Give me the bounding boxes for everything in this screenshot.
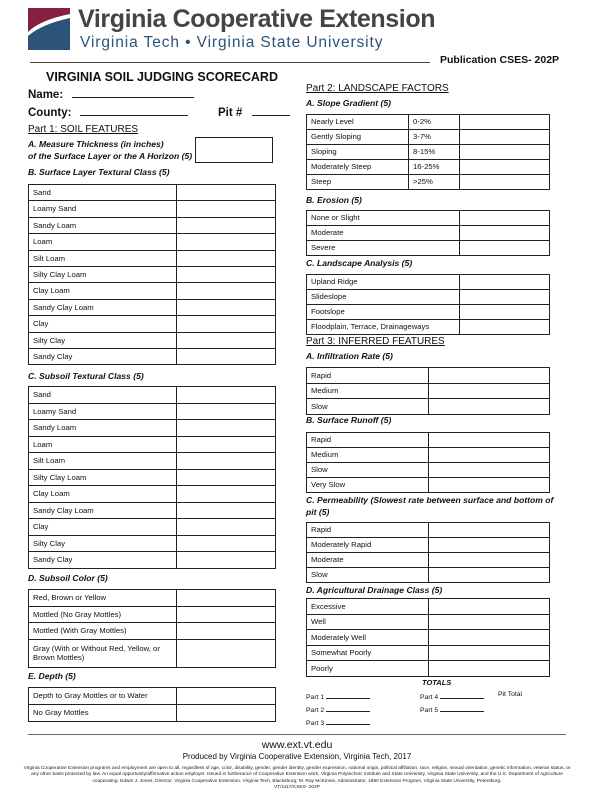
part2-a-heading: A. Slope Gradient (5)	[306, 98, 391, 108]
answer-cell[interactable]	[177, 436, 276, 453]
depth-table	[28, 687, 276, 722]
answer-cell[interactable]	[177, 623, 276, 640]
answer-cell[interactable]	[460, 175, 550, 190]
option-label: Clay Loam	[29, 486, 177, 503]
table-row	[307, 478, 550, 493]
option-label: Sandy Loam	[29, 217, 177, 233]
option-label: Upland Ridge	[307, 275, 460, 290]
option-label: Loam	[29, 436, 177, 453]
totals-heading: TOTALS	[422, 678, 452, 687]
option-label: Poorly	[307, 661, 429, 677]
table-row	[307, 523, 550, 538]
answer-cell[interactable]	[460, 226, 550, 241]
table-row	[29, 436, 276, 453]
table-row	[307, 115, 550, 130]
option-label: Slow	[307, 399, 429, 415]
option-label: Sandy Clay	[29, 552, 177, 569]
answer-cell[interactable]	[177, 332, 276, 348]
slope-range-label: 8-15%	[409, 145, 460, 160]
answer-cell[interactable]	[177, 606, 276, 623]
table-row	[29, 234, 276, 250]
answer-cell[interactable]	[177, 316, 276, 332]
answer-cell[interactable]	[460, 305, 550, 320]
table-row	[307, 226, 550, 241]
answer-cell[interactable]	[429, 523, 550, 538]
answer-cell[interactable]	[460, 211, 550, 226]
table-row	[307, 305, 550, 320]
option-label: Gray (With or Without Red, Yellow, or Brown Mottles)	[29, 639, 177, 667]
erosion-table	[306, 210, 550, 256]
answer-cell[interactable]	[177, 469, 276, 486]
table-row	[29, 705, 276, 722]
option-label: Somewhat Poorly	[307, 645, 429, 661]
option-label: Well	[307, 614, 429, 630]
option-label: Severe	[307, 241, 460, 256]
infiltration-rate-table	[306, 367, 550, 415]
produced-by: Produced by Virginia Cooperative Extension, Virginia Tech, 2017	[182, 752, 412, 761]
answer-cell[interactable]	[177, 535, 276, 552]
table-row	[29, 639, 276, 667]
answer-cell[interactable]	[177, 348, 276, 364]
table-row	[307, 433, 550, 448]
answer-cell[interactable]	[177, 250, 276, 266]
table-row	[29, 250, 276, 266]
subsoil-color-table	[28, 589, 276, 668]
table-row	[29, 519, 276, 536]
option-label: Rapid	[307, 368, 429, 384]
option-label: Mottled (No Gray Mottles)	[29, 606, 177, 623]
answer-cell[interactable]	[460, 320, 550, 335]
table-row	[307, 130, 550, 145]
answer-cell[interactable]	[177, 519, 276, 536]
part3-a-heading: A. Infiltration Rate (5)	[306, 351, 393, 361]
answer-cell[interactable]	[429, 553, 550, 568]
option-label: Sandy Clay	[29, 348, 177, 364]
pit-input-line[interactable]	[252, 104, 290, 116]
option-label: Medium	[307, 383, 429, 399]
option-label: Very Slow	[307, 478, 429, 493]
answer-cell[interactable]	[429, 383, 550, 399]
option-label: Excessive	[307, 599, 429, 615]
option-label: None or Slight	[307, 211, 460, 226]
part3-heading: Part 3: INFERRED FEATURES	[306, 336, 445, 347]
part2-b-heading: B. Erosion (5)	[306, 195, 362, 205]
table-row	[307, 568, 550, 583]
table-row	[307, 630, 550, 646]
universities-line: Virginia Tech • Virginia State University	[80, 34, 384, 51]
answer-cell[interactable]	[429, 614, 550, 630]
part3-d-heading: D. Agricultural Drainage Class (5)	[306, 585, 443, 595]
answer-cell[interactable]	[429, 599, 550, 615]
answer-cell[interactable]	[177, 688, 276, 705]
header-rule	[30, 62, 430, 63]
total-part2-line[interactable]	[326, 704, 370, 712]
table-row	[307, 661, 550, 677]
table-row	[307, 145, 550, 160]
answer-cell[interactable]	[460, 290, 550, 305]
publication-number: Publication CSES- 202P	[440, 54, 560, 66]
option-label: Sand	[29, 185, 177, 201]
answer-cell[interactable]	[177, 299, 276, 315]
answer-cell[interactable]	[429, 538, 550, 553]
table-row	[29, 469, 276, 486]
table-row	[307, 320, 550, 335]
permeability-table	[306, 522, 550, 583]
option-label: Silty Clay	[29, 332, 177, 348]
answer-cell[interactable]	[460, 241, 550, 256]
total-part4-line[interactable]	[440, 691, 484, 699]
option-label: Slow	[307, 568, 429, 583]
answer-cell[interactable]	[429, 568, 550, 583]
answer-cell[interactable]	[460, 130, 550, 145]
table-row	[307, 275, 550, 290]
option-label: Moderately Rapid	[307, 538, 429, 553]
table-row	[29, 552, 276, 569]
answer-cell[interactable]	[177, 420, 276, 437]
total-part5: Part 5	[420, 704, 484, 714]
option-label: Slideslope	[307, 290, 460, 305]
table-row	[29, 299, 276, 315]
part1-d-heading: D. Subsoil Color (5)	[28, 573, 108, 583]
part1-a-heading-line2: of the Surface Layer or the A Horizon (5)	[28, 151, 193, 161]
slope-range-label: 0-2%	[409, 115, 460, 130]
answer-cell[interactable]	[460, 115, 550, 130]
table-row	[29, 332, 276, 348]
table-row	[29, 688, 276, 705]
part1-e-heading: E. Depth (5)	[28, 671, 76, 681]
slope-class-label: Moderately Steep	[307, 160, 409, 175]
county-input-line[interactable]	[80, 104, 188, 116]
name-field	[28, 86, 194, 101]
landscape-analysis-table	[306, 274, 550, 335]
option-label: Sand	[29, 387, 177, 404]
option-label: Clay	[29, 316, 177, 332]
total-part1-line[interactable]	[326, 691, 370, 699]
answer-cell[interactable]	[177, 486, 276, 503]
answer-cell[interactable]	[177, 453, 276, 470]
table-row	[307, 463, 550, 478]
option-label: Moderate	[307, 553, 429, 568]
answer-cell[interactable]	[177, 639, 276, 667]
option-label: No Gray Mottles	[29, 705, 177, 722]
table-row	[307, 160, 550, 175]
part3-c-heading-line2: pit (5)	[306, 507, 330, 517]
table-row	[29, 403, 276, 420]
table-row	[29, 606, 276, 623]
answer-cell[interactable]	[177, 403, 276, 420]
table-row	[29, 217, 276, 233]
table-row	[29, 316, 276, 332]
slope-range-label: 3-7%	[409, 130, 460, 145]
table-row	[307, 368, 550, 384]
slope-range-label: >25%	[409, 175, 460, 190]
option-label: Rapid	[307, 433, 429, 448]
answer-cell[interactable]	[177, 502, 276, 519]
table-row	[29, 420, 276, 437]
answer-cell[interactable]	[177, 201, 276, 217]
table-row	[29, 185, 276, 201]
pit-total-label: Pit Total	[498, 691, 523, 698]
slope-class-label: Gently Sloping	[307, 130, 409, 145]
option-label: Clay Loam	[29, 283, 177, 299]
answer-cell[interactable]	[177, 387, 276, 404]
answer-cell[interactable]	[460, 275, 550, 290]
answer-cell[interactable]	[177, 552, 276, 569]
part3-b-heading: B. Surface Runoff (5)	[306, 415, 392, 425]
part1-c-heading: C. Subsoil Textural Class (5)	[28, 371, 144, 381]
answer-cell[interactable]	[460, 160, 550, 175]
organization-name: Virginia Cooperative Extension	[78, 5, 436, 33]
disclaimer	[20, 766, 574, 792]
option-label: Sandy Clay Loam	[29, 299, 177, 315]
table-row	[29, 535, 276, 552]
option-label: Moderately Well	[307, 630, 429, 646]
answer-cell[interactable]	[429, 661, 550, 677]
option-label: Floodplain, Terrace, Drainageways	[307, 320, 460, 335]
answer-cell[interactable]	[177, 266, 276, 282]
answer-cell[interactable]	[429, 448, 550, 463]
thickness-answer-box[interactable]	[195, 137, 273, 163]
table-row	[307, 175, 550, 190]
table-row	[307, 290, 550, 305]
answer-cell[interactable]	[177, 590, 276, 607]
table-row	[29, 266, 276, 282]
name-label: Name:	[28, 89, 64, 101]
table-row	[29, 590, 276, 607]
total-part4: Part 4	[420, 691, 484, 701]
option-label: Loamy Sand	[29, 403, 177, 420]
part2-heading: Part 2: LANDSCAPE FACTORS	[306, 83, 449, 94]
option-label: Silty Clay Loam	[29, 469, 177, 486]
answer-cell[interactable]	[429, 368, 550, 384]
total-part5-line[interactable]	[440, 704, 484, 712]
table-row	[29, 453, 276, 470]
county-label: County:	[28, 107, 72, 119]
table-row	[307, 614, 550, 630]
table-row	[307, 645, 550, 661]
part1-heading: Part 1: SOIL FEATURES	[28, 124, 139, 135]
option-label: Footslope	[307, 305, 460, 320]
name-input-line[interactable]	[72, 86, 194, 98]
vce-logo-mark	[28, 8, 70, 50]
vce-logo	[28, 8, 70, 50]
answer-cell[interactable]	[177, 185, 276, 201]
table-row	[29, 348, 276, 364]
part2-c-heading: C. Landscape Analysis (5)	[306, 258, 413, 268]
answer-cell[interactable]	[429, 433, 550, 448]
surface-texture-table	[28, 184, 276, 365]
slope-gradient-table	[306, 114, 550, 190]
option-label: Depth to Gray Mottles or to Water	[29, 688, 177, 705]
website-link[interactable]: www.ext.vt.edu	[261, 739, 333, 751]
option-label: Silt Loam	[29, 250, 177, 266]
option-label: Medium	[307, 448, 429, 463]
pit-label: Pit #	[218, 107, 243, 119]
pit-field	[218, 104, 290, 119]
answer-cell[interactable]	[429, 463, 550, 478]
footer-rule	[28, 734, 566, 735]
table-row	[307, 241, 550, 256]
slope-class-label: Sloping	[307, 145, 409, 160]
disclaimer-text: Virginia Cooperative Extension programs and employment are open to all, regardless of age, color, disability, gender, gender identity, gender expression, national origin, political affiliation, race, religion, sexual orientation, genetic information, veteran status, or any other basis protected by law. An equal opportunity/affirmative action employer. Issued in furtherance of Cooperative Extension work, Virginia Polytechnic Institute and State University, Virginia State University, and the U.S. Department of Agriculture cooperating. Edwin J. Jones, Director, Virginia Cooperative Extension, Virginia Tech, Blacksburg; M. Ray McKinnie, Administrator, 1890 Extension Program, Virginia State University, Petersburg.	[23, 766, 571, 784]
answer-cell[interactable]	[177, 283, 276, 299]
part3-c-heading-line1: C. Permeability (Slowest rate between surface and bottom of	[306, 495, 554, 505]
subsoil-texture-table	[28, 386, 276, 569]
option-label: Sandy Loam	[29, 420, 177, 437]
answer-cell[interactable]	[177, 217, 276, 233]
total-part2: Part 2	[306, 704, 370, 714]
answer-cell[interactable]	[429, 645, 550, 661]
answer-cell[interactable]	[177, 705, 276, 722]
option-label: Slow	[307, 463, 429, 478]
option-label: Silt Loam	[29, 453, 177, 470]
slope-class-label: Nearly Level	[307, 115, 409, 130]
table-row	[307, 448, 550, 463]
option-label: Sandy Clay Loam	[29, 502, 177, 519]
option-label: Red, Brown or Yellow	[29, 590, 177, 607]
option-label: Loamy Sand	[29, 201, 177, 217]
table-row	[29, 283, 276, 299]
slope-range-label: 16-25%	[409, 160, 460, 175]
option-label: Silty Clay	[29, 535, 177, 552]
answer-cell[interactable]	[429, 399, 550, 415]
slope-class-label: Steep	[307, 175, 409, 190]
table-row	[29, 623, 276, 640]
total-part1: Part 1	[306, 691, 370, 701]
table-row	[307, 553, 550, 568]
publication-code: VT/1117/CSES- 202P	[274, 785, 320, 791]
table-row	[307, 399, 550, 415]
scorecard-title: VIRGINIA SOIL JUDGING SCORECARD	[46, 70, 278, 84]
table-row	[29, 486, 276, 503]
drainage-class-table	[306, 598, 550, 677]
total-part3-line[interactable]	[326, 717, 370, 725]
table-row	[29, 387, 276, 404]
answer-cell[interactable]	[177, 234, 276, 250]
table-row	[307, 538, 550, 553]
answer-cell[interactable]	[460, 145, 550, 160]
table-row	[307, 383, 550, 399]
table-row	[29, 201, 276, 217]
option-label: Clay	[29, 519, 177, 536]
option-label: Mottled (With Gray Mottles)	[29, 623, 177, 640]
table-row	[29, 502, 276, 519]
part1-a-heading-line1: A. Measure Thickness (in inches)	[28, 139, 164, 149]
answer-cell[interactable]	[429, 478, 550, 493]
part1-b-heading: B. Surface Layer Textural Class (5)	[28, 167, 170, 177]
option-label: Loam	[29, 234, 177, 250]
surface-runoff-table	[306, 432, 550, 493]
county-field	[28, 104, 188, 119]
table-row	[307, 599, 550, 615]
total-part3: Part 3	[306, 717, 370, 727]
option-label: Silty Clay Loam	[29, 266, 177, 282]
option-label: Rapid	[307, 523, 429, 538]
answer-cell[interactable]	[429, 630, 550, 646]
option-label: Moderate	[307, 226, 460, 241]
table-row	[307, 211, 550, 226]
